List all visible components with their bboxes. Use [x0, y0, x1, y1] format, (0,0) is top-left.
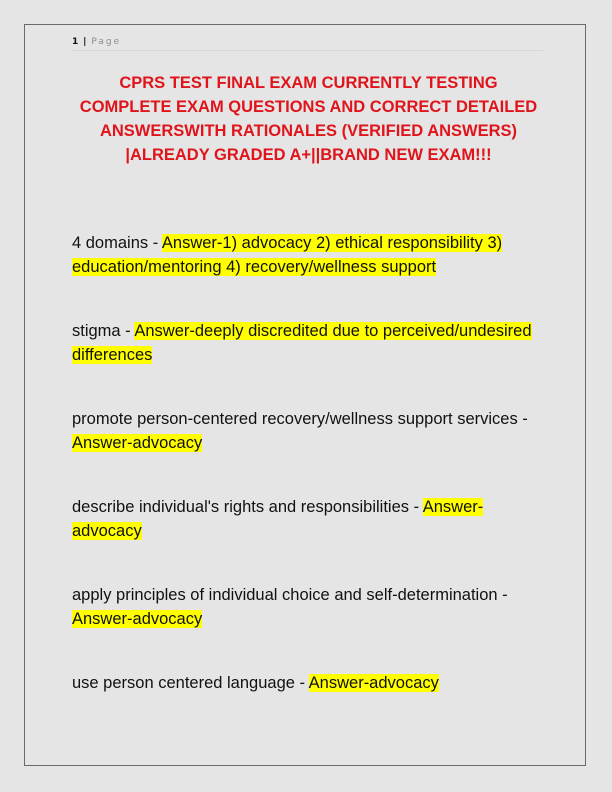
answer-text: Answer-1) advocacy 2) ethical responsibility 3) education/mentoring 4) recovery/wellness support	[72, 234, 503, 276]
answer-text: Answer-deeply discredited due to perceived/undesired differences	[72, 322, 532, 364]
question-text: describe individual's rights and responsibilities -	[72, 498, 423, 516]
question-text: 4 domains -	[72, 234, 162, 252]
question-text: promote person-centered recovery/wellness support services -	[72, 410, 528, 428]
qa-item	[72, 583, 547, 631]
qa-item	[72, 407, 547, 455]
qa-item	[72, 231, 547, 279]
qa-list	[72, 231, 547, 735]
qa-item	[72, 495, 547, 543]
qa-item	[72, 671, 547, 695]
answer-text: Answer-advocacy	[72, 434, 203, 452]
answer-text: Answer-advocacy	[72, 498, 484, 540]
document-title: CPRS TEST FINAL EXAM CURRENTLY TESTING COMPLETE EXAM QUESTIONS AND CORRECT DETAILED ANSWERSWITH RATIONALES (VERIFIED ANSWERS) |ALREADY GRADED A+||BRAND NEW EXAM!!!	[79, 74, 538, 164]
question-text: stigma -	[72, 322, 135, 340]
page-separator: |	[83, 37, 87, 47]
question-text: use person centered language -	[72, 674, 309, 692]
answer-text: Answer-advocacy	[72, 610, 203, 628]
question-text: apply principles of individual choice and self-determination -	[72, 586, 508, 604]
answer-text: Answer-advocacy	[308, 674, 439, 692]
page-number: 1	[72, 37, 79, 47]
page-label: Page	[91, 37, 122, 47]
page-header	[72, 36, 543, 51]
qa-item	[72, 319, 547, 367]
